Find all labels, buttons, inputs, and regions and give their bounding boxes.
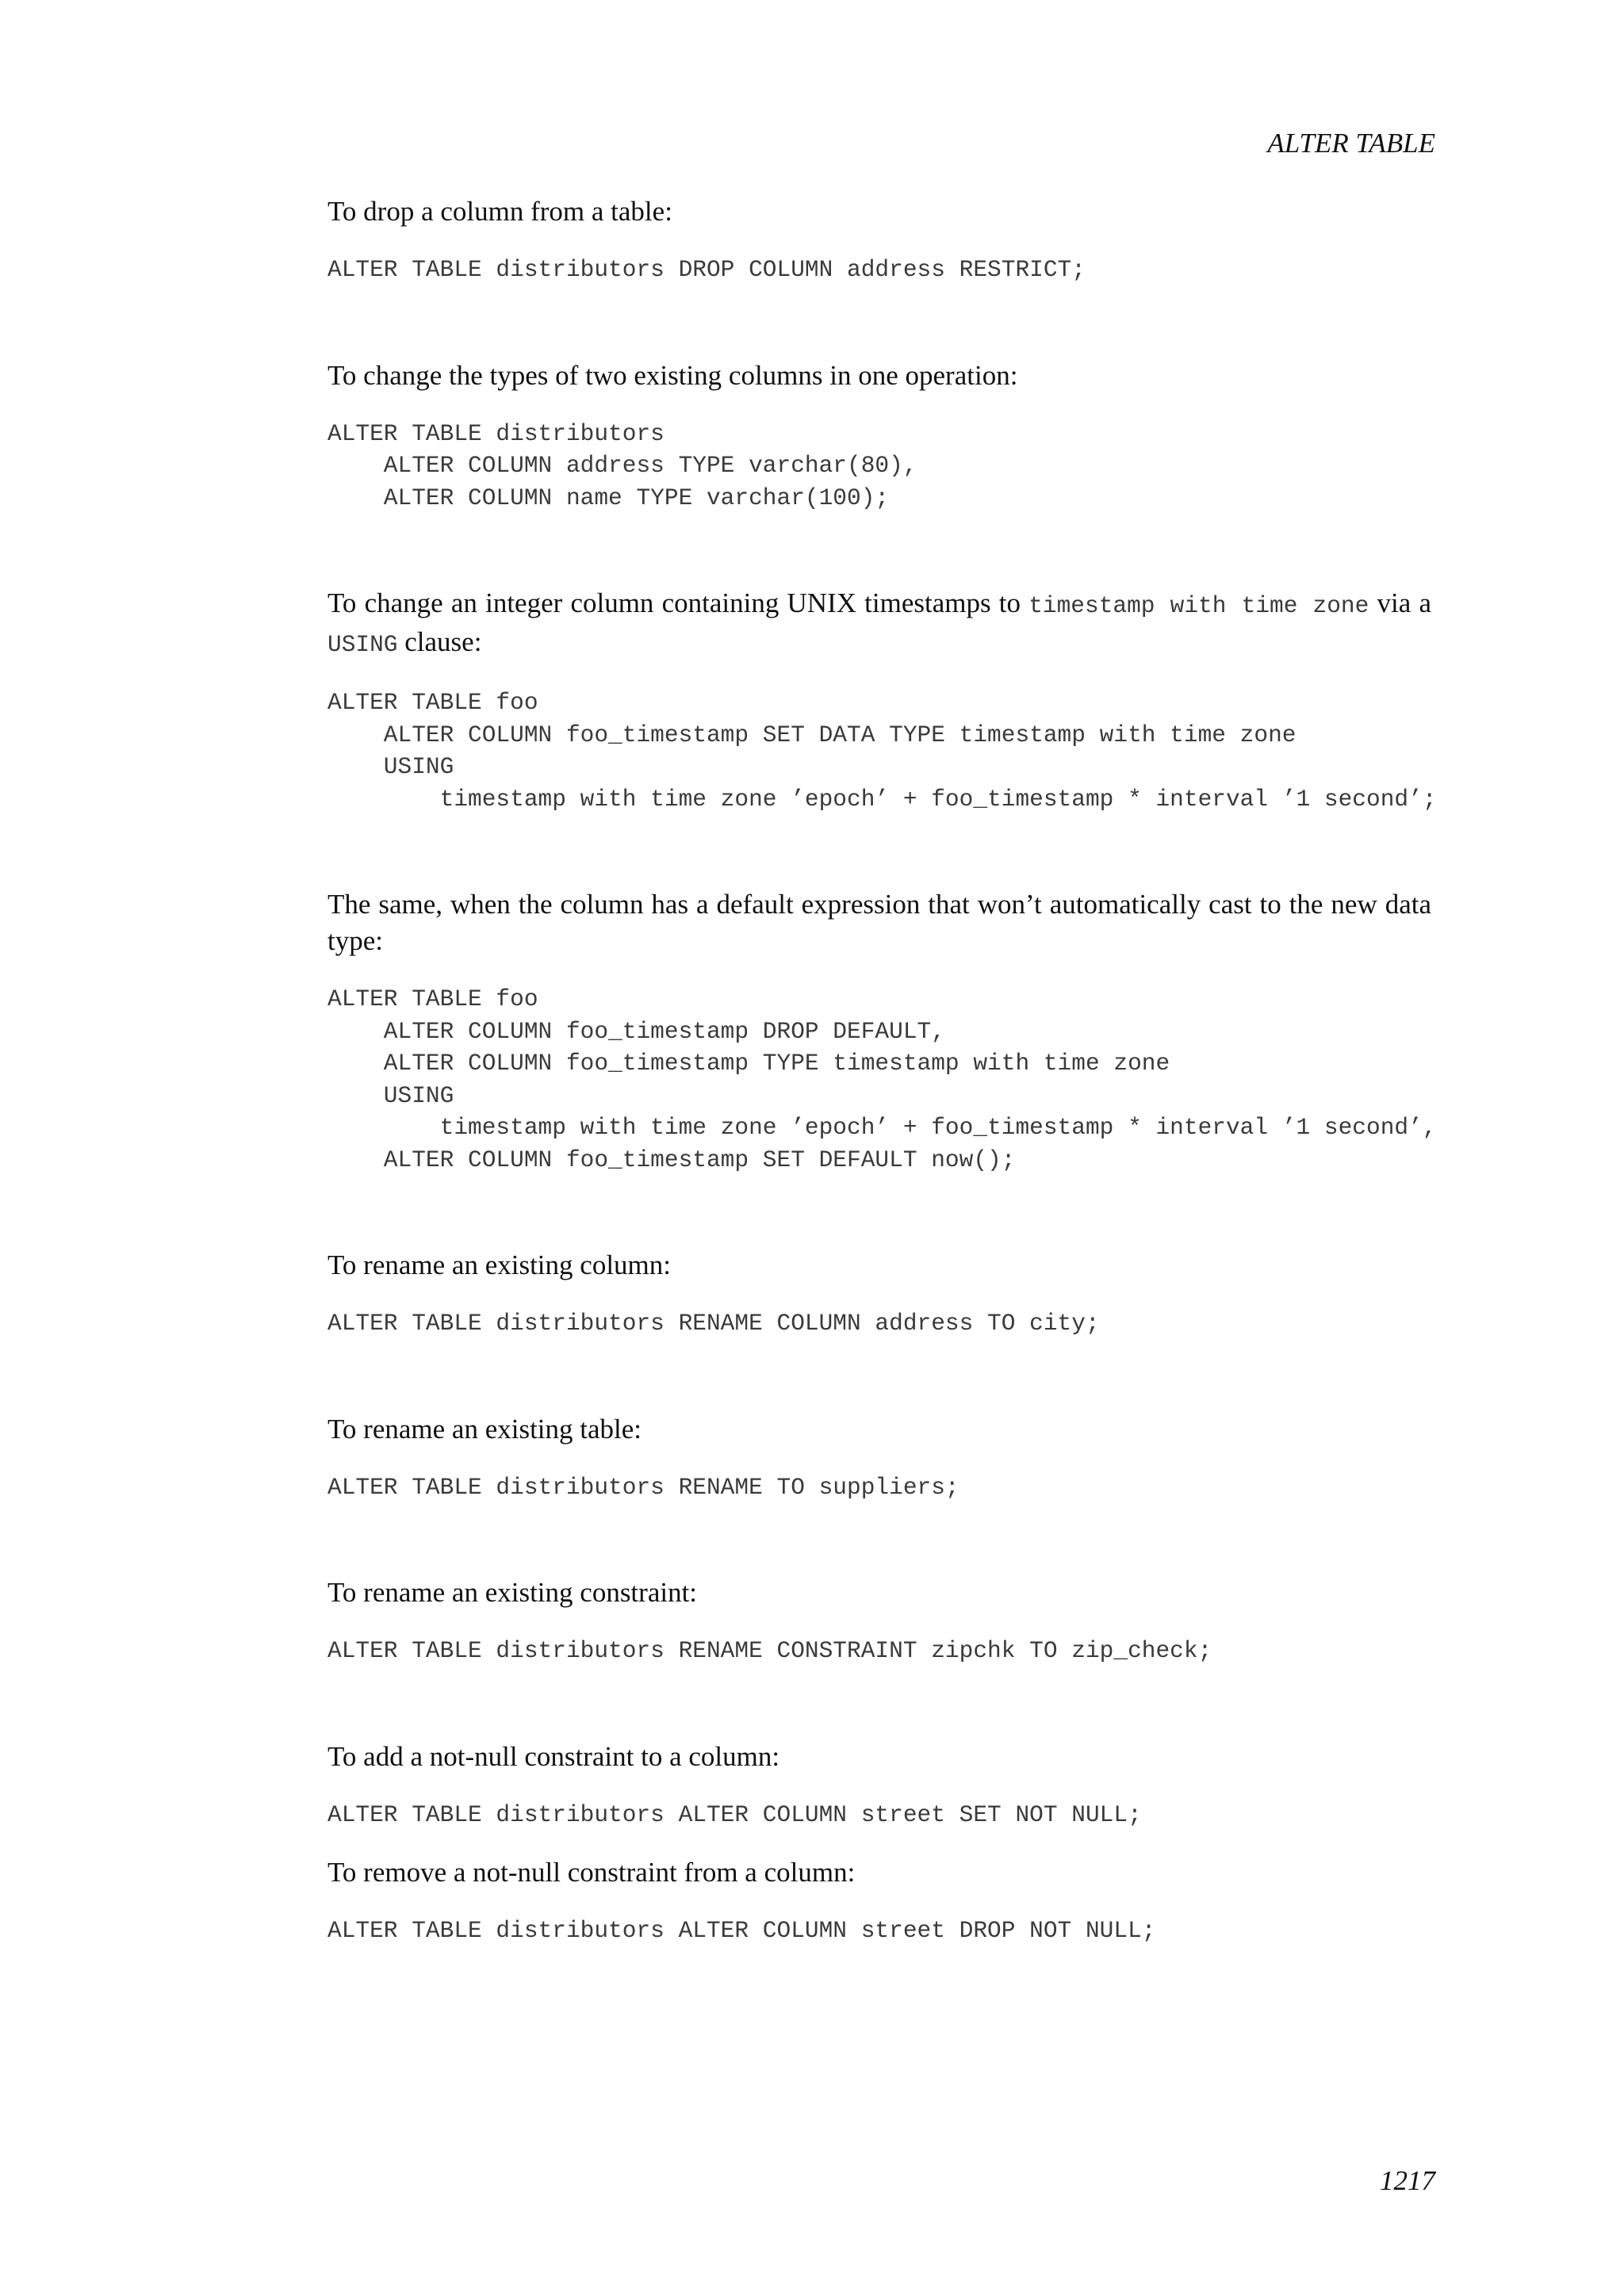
code-block: ALTER TABLE distributors ALTER COLUMN address TYPE varchar(80), ALTER COLUMN name TYPE varchar(100);: [327, 419, 917, 511]
code-block: ALTER TABLE foo ALTER COLUMN foo_timestamp DROP DEFAULT, ALTER COLUMN foo_timestamp TYPE timestamp with time zone USING timestamp with time zone ’epoch’ + foo_timestamp * interval ’1 second’, ALTER COLUMN foo_timestamp SET DEFAULT now();: [327, 985, 1437, 1173]
example-intro: The same, when the column has a default expression that won’t automatically cast to the new data type:: [327, 889, 1431, 956]
intro-text: clause:: [397, 626, 482, 657]
code-block: ALTER TABLE distributors RENAME TO suppliers;: [327, 1473, 959, 1501]
intro-text: via a: [1369, 587, 1431, 618]
code-block: ALTER TABLE distributors DROP COLUMN address RESTRICT;: [327, 256, 1086, 283]
example-intro: To rename an existing column:: [327, 1249, 671, 1280]
example-intro: To remove a not-null constraint from a column:: [327, 1857, 856, 1888]
inline-code: USING: [327, 631, 398, 658]
code-block: ALTER TABLE distributors ALTER COLUMN street DROP NOT NULL;: [327, 1917, 1156, 1944]
code-block: ALTER TABLE distributors RENAME COLUMN address TO city;: [327, 1310, 1100, 1337]
example-intro: [327, 585, 1431, 663]
code-block: ALTER TABLE foo ALTER COLUMN foo_timestamp SET DATA TYPE timestamp with time zone USING timestamp with time zone ’epoch’ + foo_timestamp * interval ’1 second’;: [327, 689, 1437, 813]
example-intro: To rename an existing table:: [327, 1413, 642, 1445]
intro-text: To change an integer column containing UNIX timestamps to: [327, 587, 1029, 618]
code-block: ALTER TABLE distributors ALTER COLUMN street SET NOT NULL;: [327, 1800, 1142, 1828]
page-number: 1217: [1380, 2165, 1435, 2196]
example-intro: To change the types of two existing columns in one operation:: [327, 359, 1018, 391]
page-content: [327, 193, 1438, 1947]
example-intro: To rename an existing constraint:: [327, 1577, 698, 1608]
running-header: ALTER TABLE: [1267, 128, 1435, 159]
example-intro: To add a not-null constraint to a column:: [327, 1740, 780, 1772]
example-intro: To drop a column from a table:: [327, 196, 672, 227]
inline-code: timestamp with time zone: [1028, 592, 1369, 619]
code-block: ALTER TABLE distributors RENAME CONSTRAINT zipchk TO zip_check;: [327, 1637, 1212, 1664]
